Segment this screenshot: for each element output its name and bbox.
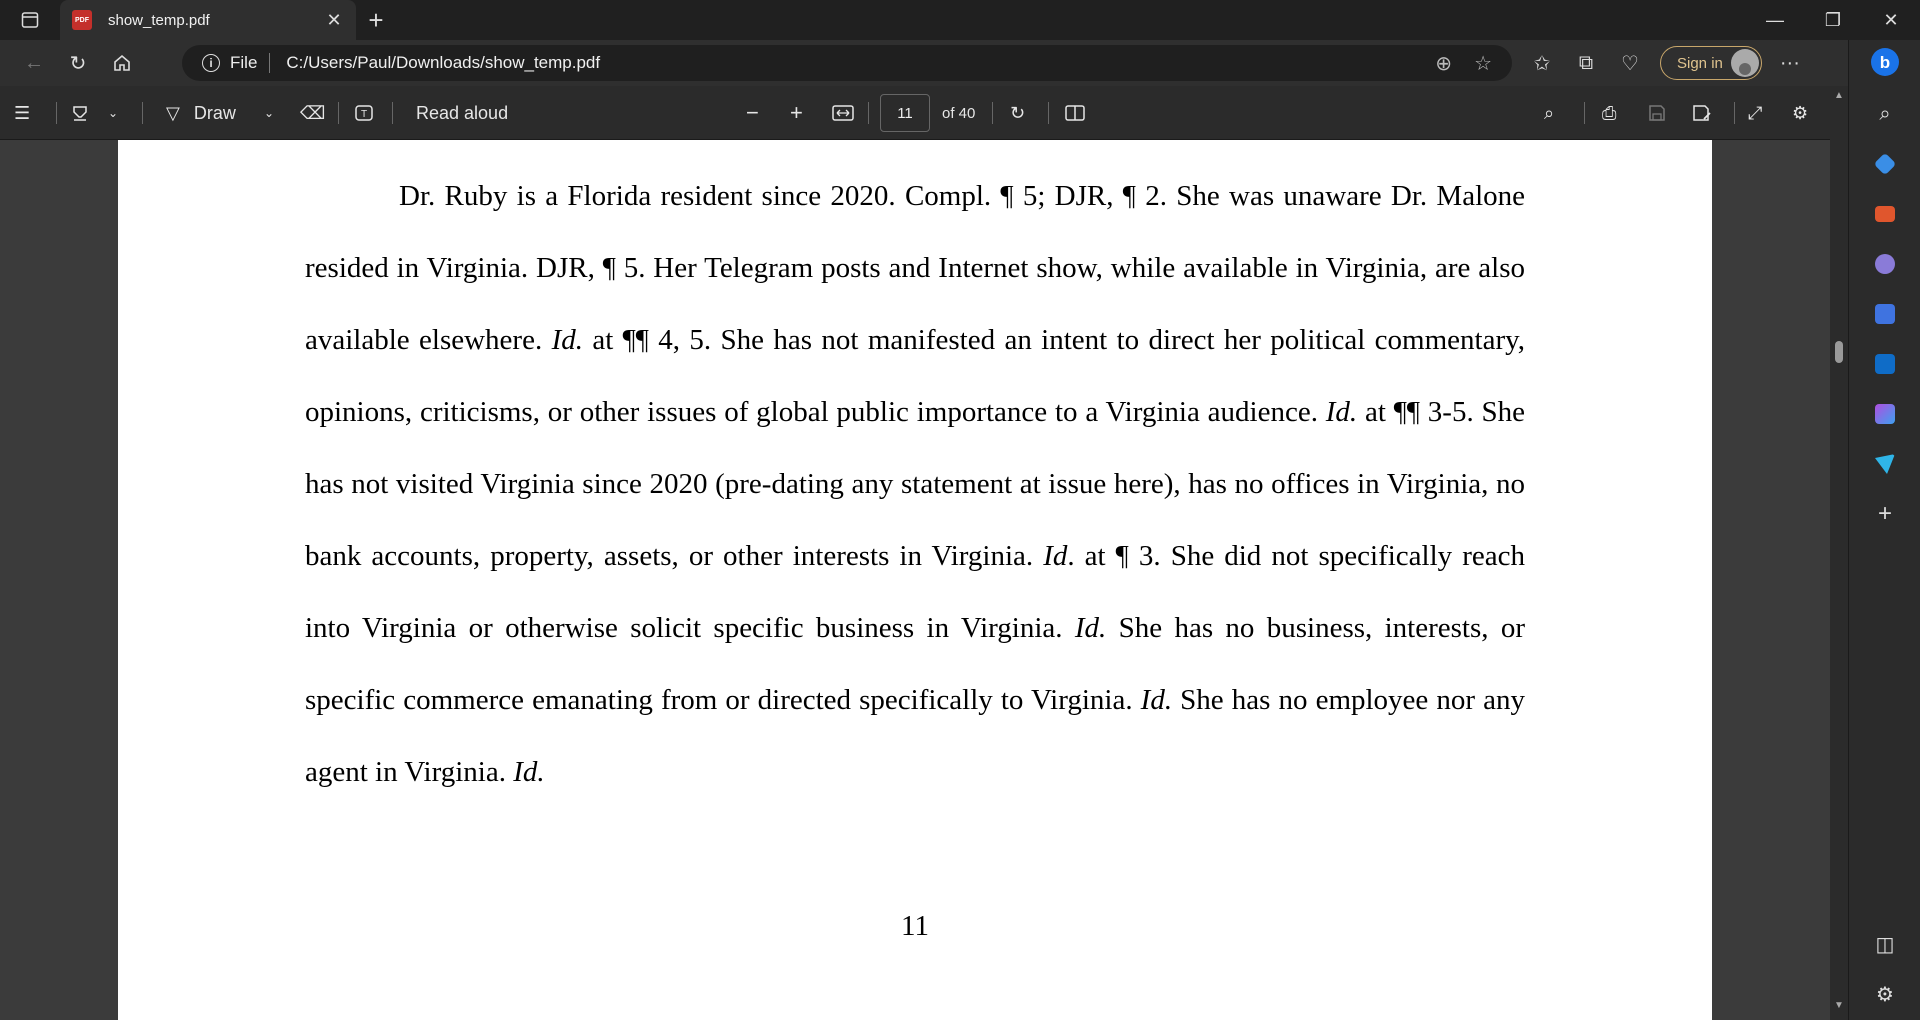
- divider: [392, 102, 393, 124]
- divider: [338, 102, 339, 124]
- sidebar-settings-icon[interactable]: ⚙: [1876, 983, 1894, 1006]
- print-icon[interactable]: ⎙: [1602, 102, 1617, 123]
- page-body-text: Dr. Ruby is a Florida resident since 2020. Compl. ¶ 5; DJR, ¶ 2. She was unaware Dr. Malone resided in Virginia. DJR, ¶ 5. Her Telegram posts and Internet show, while available in Virginia, are also available elsewhere. Id. at ¶¶ 4, 5. She has not manifested an intent to direct her political commentary, opinions, criticisms, or other issues of global public importance to a Virginia audience. Id. at ¶¶ 3-5. She has not visited Virginia since 2020 (pre-dating any statement at issue here), has no offices in Virginia, no bank accounts, property, assets, or other interests in Virginia. Id. at ¶ 3. She did not specifically reach into Virginia or otherwise solicit specific business in Virginia. Id. She has no business, interests, or specific commerce emanating from or directed specifically to Virginia. Id. She has no employee nor any agent in Virginia. Id.: [305, 180, 1526, 788]
- eraser-icon[interactable]: ⌫: [300, 102, 326, 123]
- bing-copilot-icon[interactable]: [1869, 46, 1901, 78]
- sign-in-label: Sign in: [1677, 54, 1723, 72]
- highlight-icon[interactable]: [70, 86, 90, 140]
- performance-icon[interactable]: ♡: [1621, 52, 1639, 75]
- svg-text:T: T: [360, 109, 368, 120]
- draw-icon: ▽: [166, 102, 180, 123]
- favorites-icon[interactable]: ✩: [1533, 52, 1551, 75]
- games-icon[interactable]: [1869, 248, 1901, 280]
- divider: [142, 102, 143, 124]
- window-close-icon[interactable]: ✕: [1883, 9, 1899, 30]
- page-view-icon[interactable]: [1064, 86, 1086, 140]
- sidebar-toggle-icon[interactable]: ◫: [1875, 933, 1895, 956]
- profile-avatar: [1731, 49, 1759, 77]
- draw-label: Draw: [193, 102, 236, 123]
- drop-icon[interactable]: [1869, 448, 1901, 480]
- tab-show-temp[interactable]: [60, 0, 356, 40]
- read-aloud-label: Read aloud: [416, 102, 509, 123]
- outlook-icon[interactable]: [1869, 348, 1901, 380]
- tab-actions-icon[interactable]: [0, 0, 60, 40]
- scrollbar[interactable]: [1830, 86, 1848, 1020]
- settings-icon[interactable]: ⚙: [1792, 102, 1809, 123]
- draw-button[interactable]: [166, 86, 236, 140]
- shopping-icon[interactable]: [1869, 148, 1901, 180]
- collections-icon[interactable]: ⧉: [1578, 51, 1594, 74]
- scrollbar-thumb[interactable]: [1835, 341, 1843, 363]
- contents-icon[interactable]: ☰: [14, 102, 31, 123]
- pdf-viewer[interactable]: [0, 140, 1848, 1020]
- favorite-star-icon[interactable]: ☆: [1474, 52, 1492, 75]
- chevron-down-icon[interactable]: ⌄: [264, 106, 275, 120]
- divider: [1048, 102, 1049, 124]
- tools-icon[interactable]: [1869, 198, 1901, 230]
- page-number: 11: [901, 910, 929, 942]
- rotate-icon[interactable]: ↻: [1010, 102, 1026, 123]
- zoom-out-icon[interactable]: −: [746, 100, 759, 125]
- search-icon[interactable]: ⌕: [1544, 102, 1555, 123]
- url-text[interactable]: C:/Users/Paul/Downloads/show_temp.pdf: [286, 53, 601, 72]
- sign-in-button[interactable]: [1660, 46, 1762, 80]
- omnibox[interactable]: [182, 45, 1512, 81]
- omnibox-actions: [1435, 45, 1492, 81]
- save-icon[interactable]: [1648, 86, 1666, 140]
- divider: [1734, 102, 1735, 124]
- svg-text:b: b: [1879, 53, 1891, 72]
- new-tab-icon[interactable]: +: [368, 4, 384, 35]
- window-controls: [1746, 0, 1920, 40]
- divider: [269, 53, 270, 73]
- divider: [868, 102, 869, 124]
- restore-icon[interactable]: ❐: [1824, 9, 1842, 30]
- tab-title: show_temp.pdf: [108, 11, 210, 29]
- zoom-icon[interactable]: ⊕: [1435, 52, 1453, 75]
- fullscreen-icon[interactable]: ⤢: [1748, 102, 1763, 123]
- zoom-in-icon[interactable]: +: [790, 100, 803, 125]
- pdf-toolbar: [0, 86, 1848, 140]
- edge-sidebar: [1848, 40, 1920, 1020]
- home-icon[interactable]: [100, 43, 144, 83]
- url-scheme: File: [230, 53, 258, 72]
- pdf-page: [118, 140, 1712, 1020]
- address-bar: [0, 40, 1920, 86]
- more-icon[interactable]: ···: [1779, 51, 1800, 74]
- divider: [992, 102, 993, 124]
- designer-icon[interactable]: [1869, 398, 1901, 430]
- pdf-icon: PDF: [72, 10, 92, 30]
- tab-bar: [0, 0, 1920, 40]
- divider: [56, 102, 57, 124]
- refresh-icon[interactable]: ↻: [69, 52, 87, 75]
- save-as-icon[interactable]: [1692, 86, 1712, 140]
- page-number-input[interactable]: [880, 94, 930, 132]
- scroll-down-icon[interactable]: ▼: [1834, 1000, 1844, 1011]
- read-aloud-button[interactable]: [416, 86, 508, 140]
- scroll-up-icon[interactable]: ▲: [1834, 90, 1844, 101]
- browser-tools: [1520, 40, 1812, 86]
- text-box-icon[interactable]: [354, 86, 374, 140]
- back-icon[interactable]: ←: [24, 51, 44, 74]
- add-icon[interactable]: +: [1877, 500, 1892, 527]
- total-pages: of 40: [942, 104, 976, 122]
- sidebar-search-icon[interactable]: ⌕: [1879, 102, 1891, 125]
- fit-width-icon[interactable]: [832, 86, 854, 140]
- office-icon[interactable]: [1869, 298, 1901, 330]
- close-icon[interactable]: ✕: [326, 9, 342, 30]
- info-icon[interactable]: i: [202, 54, 220, 72]
- minimize-icon[interactable]: —: [1766, 9, 1784, 30]
- chevron-down-icon[interactable]: ⌄: [108, 106, 119, 120]
- divider: [1584, 102, 1585, 124]
